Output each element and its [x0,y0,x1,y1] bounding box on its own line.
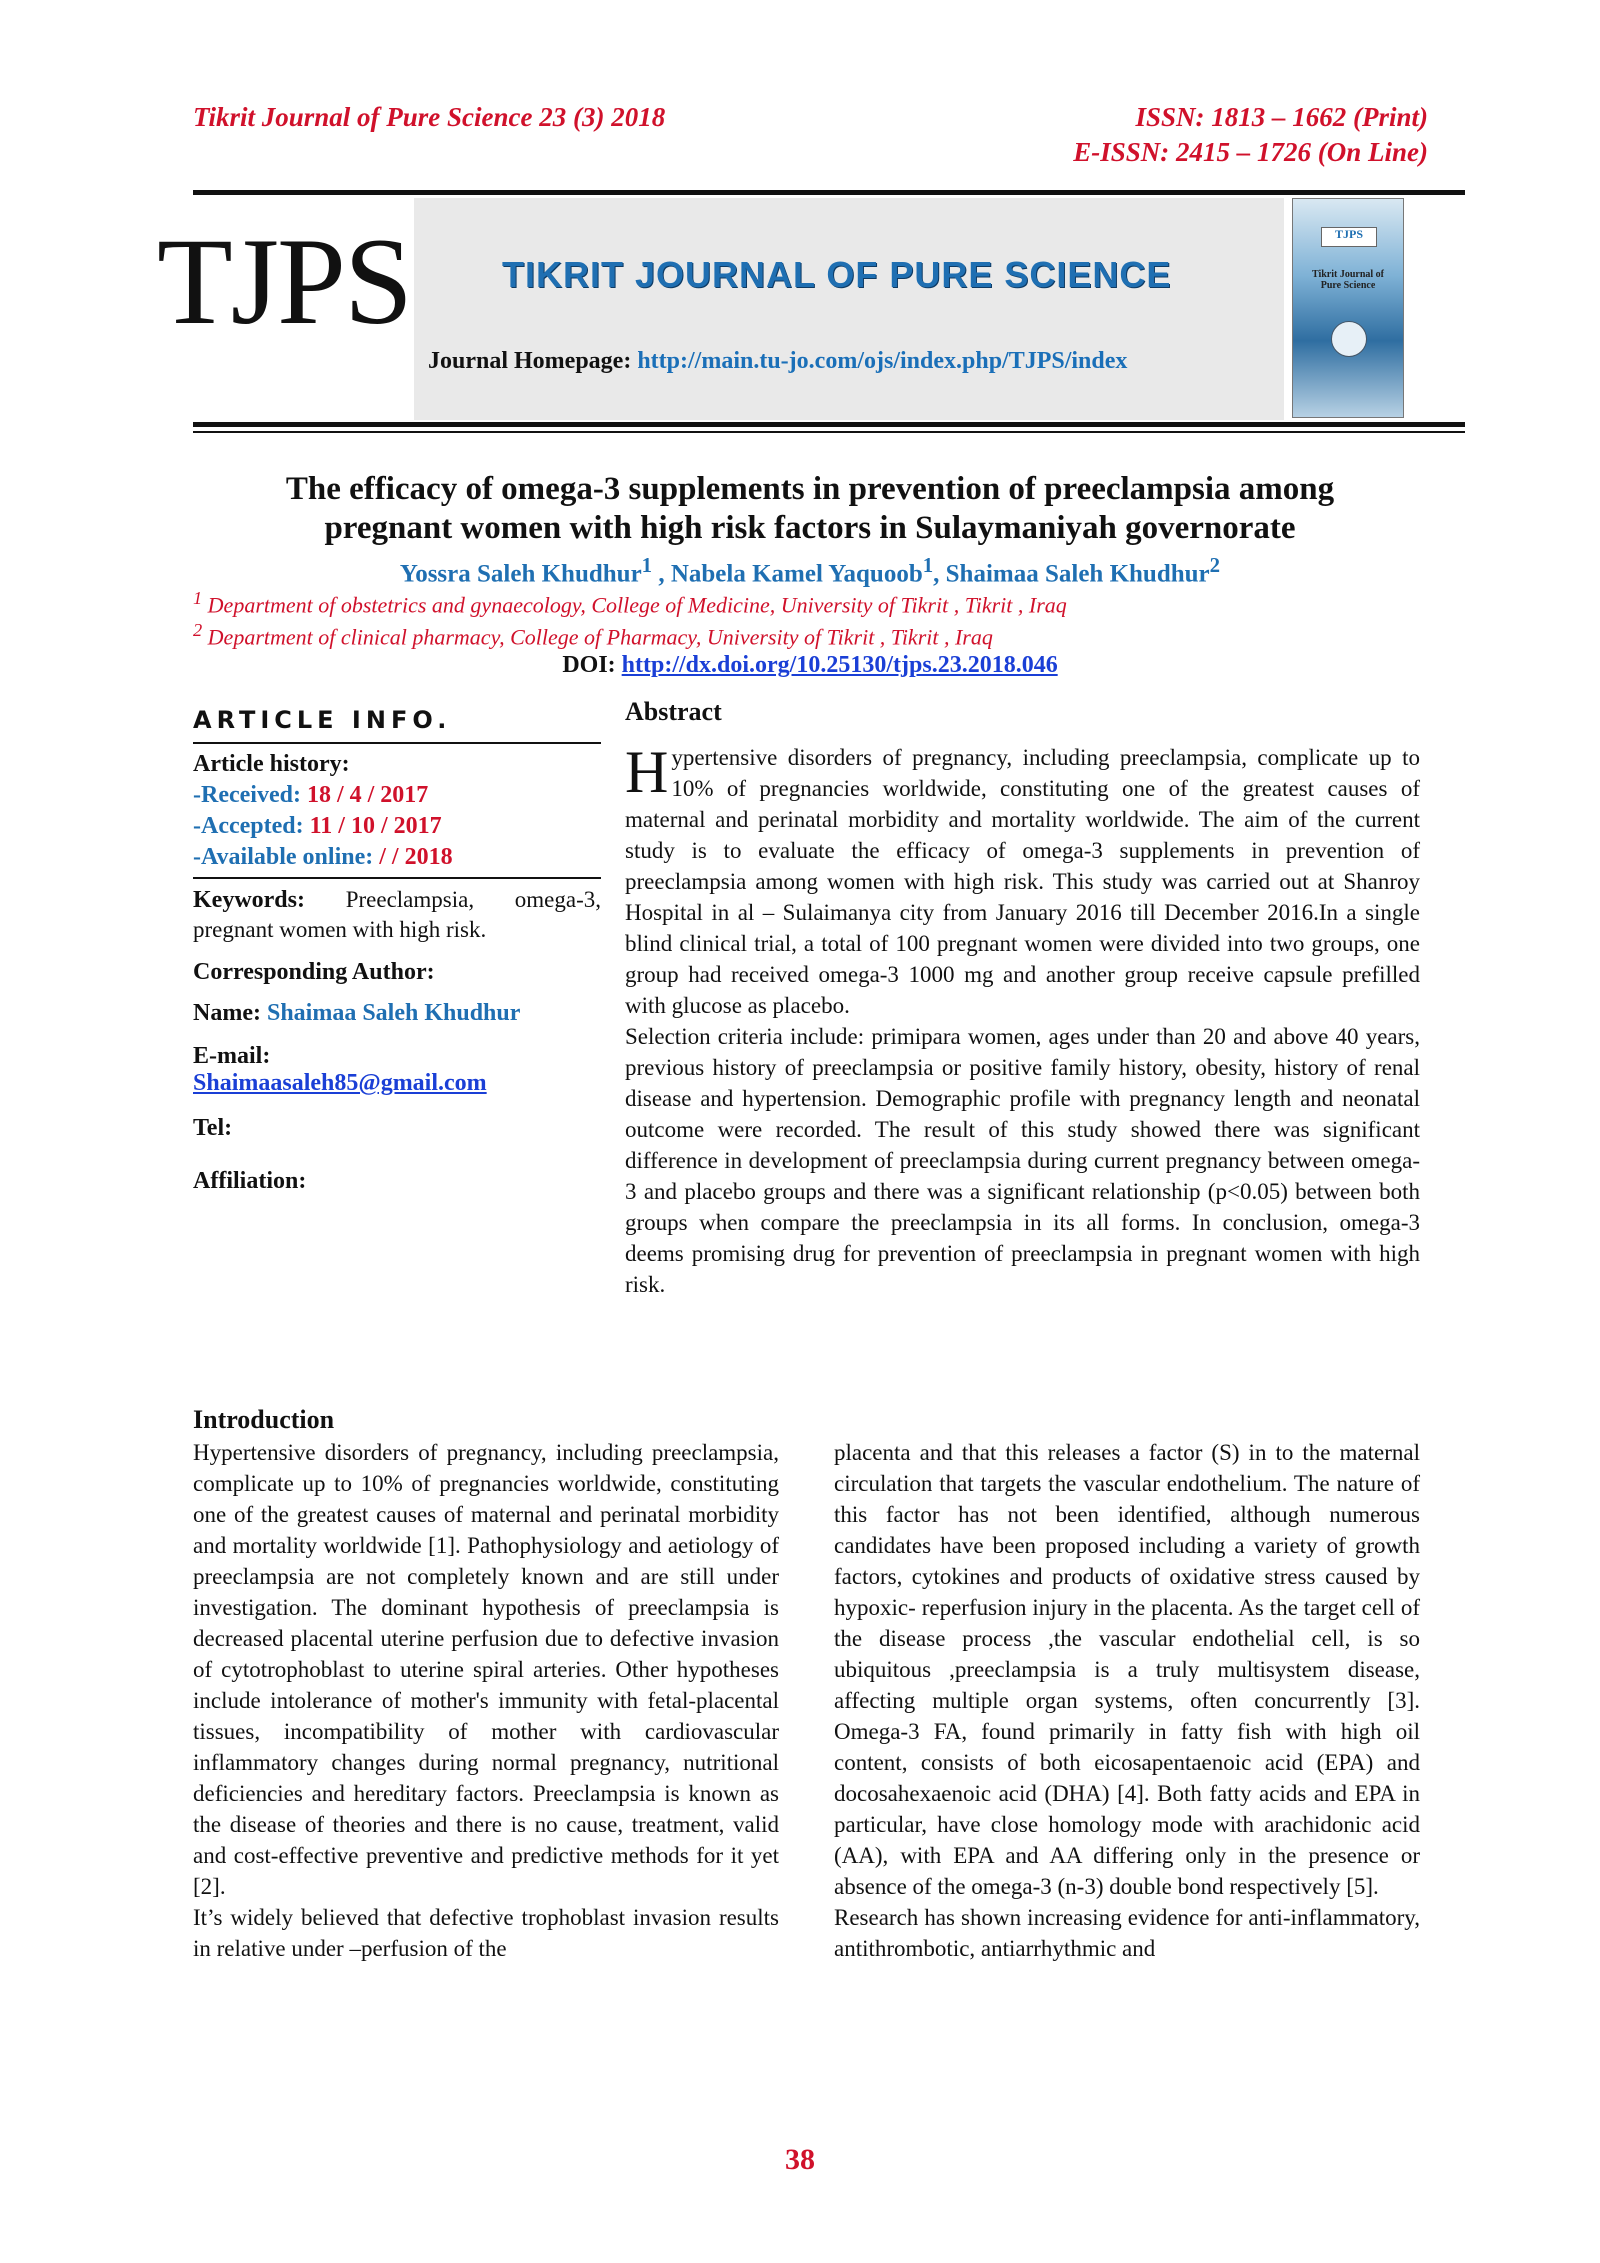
masthead-bottom-rule-thin [193,431,1465,433]
corresponding-author-name: Shaimaa Saleh Khudhur [266,1000,521,1026]
cover-label: TJPS [1334,227,1363,241]
title-line-2: pregnant women with high risk factors in Sulaymaniyah governorate [324,510,1296,546]
email-link[interactable]: Shaimaasaleh85@gmail.com [193,1070,487,1096]
author-3: Shaimaa Saleh Khudhur [945,560,1210,588]
author-2-sup: 1 [922,553,934,577]
introduction-right-column [834,1437,1420,1964]
introduction-heading: Introduction [193,1405,335,1434]
doi-line [140,652,1480,679]
homepage-line [428,348,1127,375]
abstract-body [625,739,1420,1300]
email-label: E-mail: [193,1043,271,1069]
affiliation-1-text: Department of obstetrics and gynaecology, College of Medicine, University of Tikrit , Tikrit , Iraq [207,592,1067,618]
keywords-value: Preeclampsia, omega-3, pregnant women with high risk. [193,887,601,942]
cover-label-box [1321,227,1377,247]
journal-cover-thumbnail [1292,198,1404,418]
intro-left-paragraph-2: It’s widely believed that defective trophoblast invasion results in relative under –perfusion of the [193,1905,779,1961]
available-rule [193,877,601,879]
affiliation-1 [193,588,1067,618]
affiliation-2-sup: 2 [193,620,203,640]
keywords-row [193,885,601,945]
author-1: Yossra Saleh Khudhur [399,560,642,588]
introduction-left-column [193,1437,779,1964]
tel-label: Tel: [193,1115,233,1141]
received-label: -Received: [193,782,301,808]
abstract-paragraph-1-text: ypertensive disorders of pregnancy, including preeclampsia, complicate up to 10% of pregnancies worldwide, constituting one of the greatest causes of maternal and perinatal morbidity and mortality worldwide. The aim of the current study is to evaluate the efficacy of omega-3 supplements in prevention of preeclampsia among women with high risk. This study was carried out at Shanroy Hospital in al – Sulaimanya city from January 2016 till December 2016.In a single blind clinical trial, a total of 100 pregnant women were divided into two groups, one group had received omega-3 1000 mg and another group receive capsule prefilled with glucose as placebo. [625,745,1420,1018]
corresponding-author-label: Corresponding Author: [193,959,435,985]
journal-logo: TJPS [157,213,411,350]
article-info-block [193,748,601,1195]
abstract-paragraph-2: Selection criteria include: primipara women, ages under than 20 and above 40 years, previous history of preeclampsia or positive family history, obesity, history of renal disease and hypertension. Demographic profile with pregnancy length and neonatal outcome were recorded. The result of this study showed there was significant difference in development of preeclampsia during current pregnancy between omega-3 and placebo groups and there was a significant relationship (p<0.05) between both groups when compare the preeclampsia in its all forms. In conclusion, omega-3 deems promising drug for prevention of preeclampsia in pregnant women with high risk. [625,1024,1420,1297]
author-3-sup: 2 [1209,553,1221,577]
affiliation-1-sup: 1 [193,588,203,608]
masthead-bottom-rule-thick [193,422,1465,427]
masthead-banner [414,198,1284,420]
author-2: Nabela Kamel Yaquoob [670,560,923,588]
article-info-rule [193,742,601,744]
available-date: / / 2018 [379,844,453,870]
article-history-label: Article history: [193,751,350,777]
available-label: -Available online: [193,844,374,870]
affiliation-2-text: Department of clinical pharmacy, College of Pharmacy, University of Tikrit , Tikrit , Iraq [207,624,993,650]
page-number: 38 [785,2143,815,2176]
abstract-paragraph-1 [625,739,1420,1021]
homepage-label: Journal Homepage: [428,348,632,374]
article-title [140,470,1480,548]
abstract-dropcap: H [625,739,669,805]
intro-right-paragraph-1: placenta and that this releases a factor (S) in to the maternal circulation that targets the vascular endothelium. The nature of this factor has not been identified, although numerous candidates have been proposed including a variety of growth factors, cytokines and products of oxidative stress caused by hypoxic- reperfusion injury in the placenta. As the target cell of the disease process ,the vascular endothelial cell, is so ubiquitous ,preeclampsia is a truly multisystem disease, affecting multiple organ systems, often concurrently [3]. Omega-3 FA, found primarily in fatty fish with high oil content, consists of both eicosapentaenoic acid (EPA) and docosahexaenoic acid (DHA) [4]. Both fatty acids and EPA in particular, have close homology mode with arachidonic acid (AA), with EPA and AA differing only in the presence or absence of the omega-3 (n-3) double bond respectively [5]. [834,1440,1420,1899]
homepage-link[interactable]: http://main.tu-jo.com/ojs/index.php/TJPS/index [637,348,1128,374]
received-date: 18 / 4 / 2017 [306,782,429,808]
accepted-date: 11 / 10 / 2017 [309,813,442,839]
author-1-sup: 1 [641,553,653,577]
doi-label: DOI: [562,652,616,678]
article-info-heading: ARTICLE INFO. [193,706,452,734]
affiliation-2 [193,620,993,650]
cover-emblem-icon [1331,321,1367,357]
accepted-label: -Accepted: [193,813,304,839]
abstract-heading: Abstract [625,697,722,726]
doi-link[interactable]: http://dx.doi.org/10.25130/tjps.23.2018.046 [621,652,1058,678]
journal-issue: Tikrit Journal of Pure Science 23 (3) 2018 [193,102,666,132]
intro-right-paragraph-2: Research has shown increasing evidence for anti-inflammatory, antithrombotic, antiarrhythmic and [834,1905,1420,1961]
issn-print: ISSN: 1813 – 1662 (Print) [1135,102,1428,132]
accepted-row [193,811,601,842]
author-list: Yossra Saleh Khudhur$^1$ , Nabela Kamel Yaquoob$^1$, Shaimaa Saleh Khudhur$^2$ [399,553,1221,588]
name-label: Name: [193,1000,261,1026]
issn-online: E-ISSN: 2415 – 1726 (On Line) [1073,137,1428,167]
banner-title: TIKRIT JOURNAL OF PURE SCIENCE [502,254,1172,295]
cover-subtitle: Tikrit Journal of Pure Science [1311,269,1385,291]
masthead-top-rule [193,190,1465,195]
keywords-label: Keywords: [193,887,305,913]
received-row [193,780,601,811]
name-row [193,1000,601,1027]
available-row [193,842,601,873]
intro-left-paragraph-1: Hypertensive disorders of pregnancy, including preeclampsia, complicate up to 10% of pregnancies worldwide, constituting one of the greatest causes of maternal and perinatal morbidity and mortality worldwide [1]. Pathophysiology and aetiology of preeclampsia are not completely known and are still under investigation. The dominant hypothesis of preeclampsia is decreased placental uterine perfusion due to defective invasion of cytotrophoblast to uterine spiral arteries. Other hypotheses include intolerance of mother's immunity with fetal-placental tissues, incompatibility of mother with cardiovascular inflammatory changes during normal pregnancy, nutritional deficiencies and hereditary factors. Preeclampsia is known as the disease of theories and there is no cause, treatment, valid and cost-effective preventive and predictive methods for it yet [2]. [193,1440,779,1899]
affiliation-label: Affiliation: [193,1168,307,1194]
title-line-1: The efficacy of omega-3 supplements in prevention of preeclampsia among [285,471,1335,507]
